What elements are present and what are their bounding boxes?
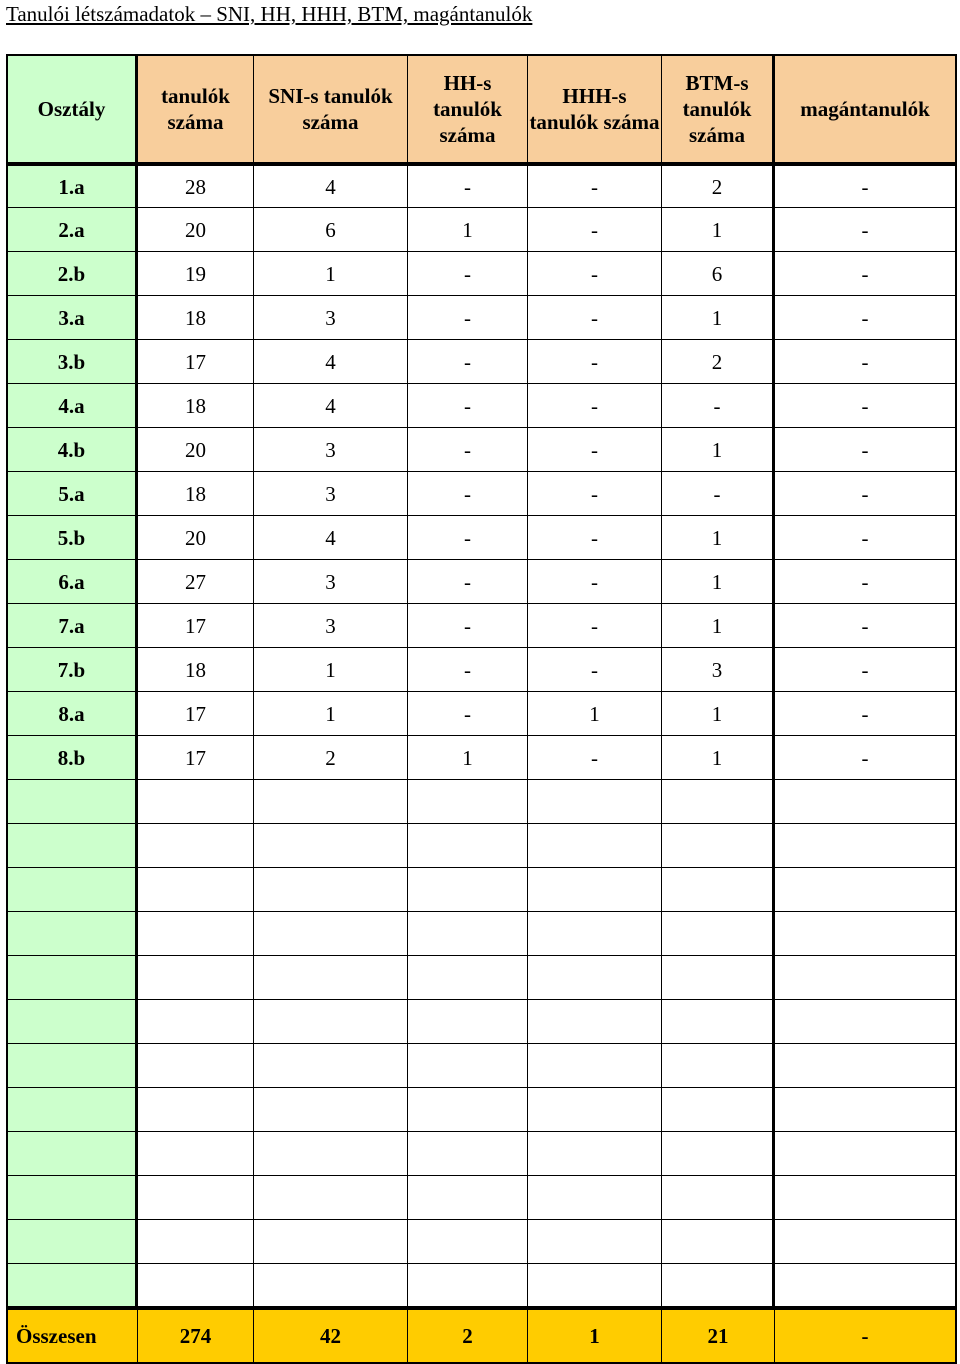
- cell-hhh: -: [528, 164, 662, 208]
- cell-hhh: [528, 1176, 662, 1220]
- cell-osztaly: [6, 1044, 138, 1088]
- empty-table-row: [6, 1044, 957, 1088]
- cell-hh: [408, 956, 528, 1000]
- cell-sni: [254, 1044, 408, 1088]
- cell-magan: [775, 912, 957, 956]
- table-row: [6, 208, 957, 252]
- table-row: [6, 692, 957, 736]
- cell-hhh: -: [528, 208, 662, 252]
- cell-btm: [662, 780, 775, 824]
- header-hhh: HHH-s tanulók száma: [528, 54, 662, 164]
- cell-btm: 2: [662, 164, 775, 208]
- cell-hhh: [528, 868, 662, 912]
- table-header-row: [6, 54, 957, 164]
- cell-btm: -: [662, 472, 775, 516]
- table-row: [6, 560, 957, 604]
- cell-osztaly: [6, 1000, 138, 1044]
- cell-sni: [254, 1132, 408, 1176]
- cell-hhh: -: [528, 736, 662, 780]
- cell-hh: -: [408, 472, 528, 516]
- header-osztaly: Osztály: [6, 54, 138, 164]
- cell-hhh: -: [528, 516, 662, 560]
- table-row: [6, 516, 957, 560]
- cell-hhh: [528, 1264, 662, 1308]
- table-row: [6, 428, 957, 472]
- summary-hhh: 1: [528, 1308, 662, 1364]
- cell-osztaly: 5.a: [6, 472, 138, 516]
- header-hh: HH-s tanulók száma: [408, 54, 528, 164]
- cell-btm: 1: [662, 296, 775, 340]
- cell-btm: 1: [662, 736, 775, 780]
- summary-btm: 21: [662, 1308, 775, 1364]
- empty-table-row: [6, 868, 957, 912]
- cell-sni: 4: [254, 384, 408, 428]
- cell-hh: -: [408, 560, 528, 604]
- cell-sni: [254, 1176, 408, 1220]
- cell-btm: 1: [662, 516, 775, 560]
- cell-osztaly: 4.a: [6, 384, 138, 428]
- cell-hhh: -: [528, 428, 662, 472]
- cell-tanulok: [138, 1044, 254, 1088]
- cell-magan: -: [775, 428, 957, 472]
- cell-btm: 1: [662, 604, 775, 648]
- cell-osztaly: 7.a: [6, 604, 138, 648]
- cell-hhh: [528, 780, 662, 824]
- empty-table-row: [6, 912, 957, 956]
- cell-sni: [254, 780, 408, 824]
- empty-table-row: [6, 1176, 957, 1220]
- cell-magan: [775, 1000, 957, 1044]
- cell-tanulok: [138, 824, 254, 868]
- table-row: [6, 252, 957, 296]
- cell-osztaly: 8.b: [6, 736, 138, 780]
- cell-sni: 3: [254, 296, 408, 340]
- summary-hh: 2: [408, 1308, 528, 1364]
- cell-btm: [662, 912, 775, 956]
- cell-magan: [775, 1220, 957, 1264]
- cell-sni: 4: [254, 340, 408, 384]
- cell-tanulok: 19: [138, 252, 254, 296]
- summary-row: [6, 1308, 957, 1364]
- cell-hhh: -: [528, 296, 662, 340]
- cell-osztaly: 7.b: [6, 648, 138, 692]
- cell-magan: [775, 1088, 957, 1132]
- table-row: [6, 648, 957, 692]
- cell-tanulok: [138, 868, 254, 912]
- empty-table-row: [6, 1088, 957, 1132]
- cell-tanulok: 17: [138, 604, 254, 648]
- cell-hh: -: [408, 164, 528, 208]
- cell-tanulok: 27: [138, 560, 254, 604]
- cell-osztaly: 2.b: [6, 252, 138, 296]
- cell-sni: 1: [254, 252, 408, 296]
- empty-table-row: [6, 780, 957, 824]
- cell-sni: [254, 956, 408, 1000]
- cell-hhh: -: [528, 604, 662, 648]
- cell-osztaly: [6, 912, 138, 956]
- cell-magan: [775, 780, 957, 824]
- table-row: [6, 384, 957, 428]
- cell-btm: [662, 1132, 775, 1176]
- cell-tanulok: 18: [138, 296, 254, 340]
- cell-magan: [775, 1264, 957, 1308]
- cell-tanulok: [138, 956, 254, 1000]
- cell-btm: -: [662, 384, 775, 428]
- cell-btm: 3: [662, 648, 775, 692]
- cell-hhh: [528, 912, 662, 956]
- cell-magan: -: [775, 164, 957, 208]
- cell-btm: 1: [662, 692, 775, 736]
- cell-btm: [662, 1088, 775, 1132]
- cell-hh: [408, 1132, 528, 1176]
- cell-osztaly: [6, 1220, 138, 1264]
- cell-hh: -: [408, 296, 528, 340]
- cell-magan: -: [775, 252, 957, 296]
- summary-label: Összesen: [6, 1308, 138, 1364]
- cell-hhh: -: [528, 252, 662, 296]
- cell-tanulok: 20: [138, 516, 254, 560]
- cell-hh: -: [408, 604, 528, 648]
- summary-sni: 42: [254, 1308, 408, 1364]
- cell-magan: -: [775, 736, 957, 780]
- cell-magan: -: [775, 384, 957, 428]
- cell-magan: -: [775, 648, 957, 692]
- cell-magan: -: [775, 516, 957, 560]
- cell-hh: [408, 1176, 528, 1220]
- cell-sni: 3: [254, 560, 408, 604]
- cell-sni: 6: [254, 208, 408, 252]
- cell-magan: -: [775, 340, 957, 384]
- cell-sni: [254, 1264, 408, 1308]
- cell-hh: 1: [408, 736, 528, 780]
- cell-hhh: [528, 956, 662, 1000]
- cell-magan: -: [775, 560, 957, 604]
- cell-osztaly: 3.b: [6, 340, 138, 384]
- cell-osztaly: [6, 956, 138, 1000]
- cell-magan: [775, 868, 957, 912]
- cell-btm: 1: [662, 560, 775, 604]
- cell-osztaly: 8.a: [6, 692, 138, 736]
- cell-magan: [775, 1176, 957, 1220]
- cell-magan: -: [775, 208, 957, 252]
- cell-btm: [662, 824, 775, 868]
- header-sni: SNI-s tanulók száma: [254, 54, 408, 164]
- cell-hhh: -: [528, 560, 662, 604]
- table-body: [6, 164, 957, 1308]
- cell-btm: [662, 1264, 775, 1308]
- empty-table-row: [6, 1264, 957, 1308]
- table-row: [6, 604, 957, 648]
- cell-hh: [408, 1220, 528, 1264]
- cell-osztaly: [6, 1088, 138, 1132]
- student-count-table: [6, 54, 957, 1364]
- cell-osztaly: [6, 824, 138, 868]
- cell-tanulok: 18: [138, 384, 254, 428]
- cell-magan: -: [775, 296, 957, 340]
- cell-hh: [408, 1000, 528, 1044]
- header-tanulok: tanulók száma: [138, 54, 254, 164]
- cell-btm: [662, 1220, 775, 1264]
- cell-sni: 3: [254, 428, 408, 472]
- cell-hh: [408, 780, 528, 824]
- cell-tanulok: [138, 1220, 254, 1264]
- cell-tanulok: 28: [138, 164, 254, 208]
- cell-osztaly: 5.b: [6, 516, 138, 560]
- cell-hh: -: [408, 428, 528, 472]
- cell-osztaly: [6, 780, 138, 824]
- cell-osztaly: 4.b: [6, 428, 138, 472]
- cell-hhh: [528, 1132, 662, 1176]
- cell-hh: -: [408, 516, 528, 560]
- cell-hhh: [528, 1220, 662, 1264]
- cell-hhh: -: [528, 384, 662, 428]
- cell-tanulok: [138, 1000, 254, 1044]
- summary-tanulok: 274: [138, 1308, 254, 1364]
- cell-tanulok: [138, 1132, 254, 1176]
- cell-btm: [662, 868, 775, 912]
- cell-sni: 4: [254, 516, 408, 560]
- cell-btm: [662, 1044, 775, 1088]
- cell-sni: 1: [254, 648, 408, 692]
- cell-hh: -: [408, 340, 528, 384]
- cell-magan: [775, 1132, 957, 1176]
- empty-table-row: [6, 1220, 957, 1264]
- cell-osztaly: 2.a: [6, 208, 138, 252]
- cell-tanulok: [138, 912, 254, 956]
- empty-table-row: [6, 956, 957, 1000]
- cell-hh: 1: [408, 208, 528, 252]
- summary-magan: -: [775, 1308, 957, 1364]
- cell-hhh: [528, 824, 662, 868]
- table-row: [6, 736, 957, 780]
- cell-sni: [254, 912, 408, 956]
- cell-tanulok: 17: [138, 340, 254, 384]
- cell-hh: -: [408, 252, 528, 296]
- cell-btm: [662, 1176, 775, 1220]
- table-row: [6, 296, 957, 340]
- cell-hhh: [528, 1000, 662, 1044]
- cell-magan: [775, 824, 957, 868]
- header-btm: BTM-s tanulók száma: [662, 54, 775, 164]
- cell-osztaly: [6, 1264, 138, 1308]
- empty-table-row: [6, 824, 957, 868]
- cell-magan: [775, 956, 957, 1000]
- cell-hh: [408, 1264, 528, 1308]
- cell-sni: 4: [254, 164, 408, 208]
- empty-table-row: [6, 1132, 957, 1176]
- cell-osztaly: 6.a: [6, 560, 138, 604]
- cell-tanulok: [138, 1176, 254, 1220]
- cell-magan: [775, 1044, 957, 1088]
- cell-hh: [408, 824, 528, 868]
- cell-osztaly: 3.a: [6, 296, 138, 340]
- cell-sni: [254, 824, 408, 868]
- cell-tanulok: [138, 780, 254, 824]
- cell-osztaly: 1.a: [6, 164, 138, 208]
- cell-sni: [254, 1000, 408, 1044]
- cell-tanulok: [138, 1088, 254, 1132]
- cell-sni: [254, 1088, 408, 1132]
- cell-hh: -: [408, 692, 528, 736]
- cell-hh: [408, 868, 528, 912]
- table-row: [6, 472, 957, 516]
- cell-hhh: -: [528, 472, 662, 516]
- cell-magan: -: [775, 604, 957, 648]
- empty-table-row: [6, 1000, 957, 1044]
- table-row: [6, 340, 957, 384]
- cell-tanulok: 18: [138, 472, 254, 516]
- cell-tanulok: 18: [138, 648, 254, 692]
- cell-hhh: [528, 1044, 662, 1088]
- cell-magan: -: [775, 692, 957, 736]
- cell-hh: [408, 912, 528, 956]
- cell-osztaly: [6, 1176, 138, 1220]
- cell-btm: [662, 956, 775, 1000]
- cell-sni: 2: [254, 736, 408, 780]
- cell-hh: -: [408, 384, 528, 428]
- cell-osztaly: [6, 868, 138, 912]
- cell-hh: [408, 1044, 528, 1088]
- cell-btm: 6: [662, 252, 775, 296]
- cell-sni: 3: [254, 604, 408, 648]
- cell-btm: 2: [662, 340, 775, 384]
- cell-btm: 1: [662, 428, 775, 472]
- cell-sni: 1: [254, 692, 408, 736]
- page-title: Tanulói létszámadatok – SNI, HH, HHH, BTM, magántanulók: [6, 2, 533, 26]
- cell-hh: -: [408, 648, 528, 692]
- cell-tanulok: 17: [138, 736, 254, 780]
- cell-osztaly: [6, 1132, 138, 1176]
- cell-hhh: -: [528, 340, 662, 384]
- cell-hhh: -: [528, 648, 662, 692]
- cell-sni: [254, 1220, 408, 1264]
- cell-tanulok: [138, 1264, 254, 1308]
- cell-tanulok: 20: [138, 428, 254, 472]
- cell-hhh: [528, 1088, 662, 1132]
- cell-sni: [254, 868, 408, 912]
- cell-btm: 1: [662, 208, 775, 252]
- table-row: [6, 164, 957, 208]
- cell-tanulok: 17: [138, 692, 254, 736]
- header-magan: magántanulók: [775, 54, 957, 164]
- cell-magan: -: [775, 472, 957, 516]
- cell-sni: 3: [254, 472, 408, 516]
- cell-hh: [408, 1088, 528, 1132]
- cell-tanulok: 20: [138, 208, 254, 252]
- cell-btm: [662, 1000, 775, 1044]
- cell-hhh: 1: [528, 692, 662, 736]
